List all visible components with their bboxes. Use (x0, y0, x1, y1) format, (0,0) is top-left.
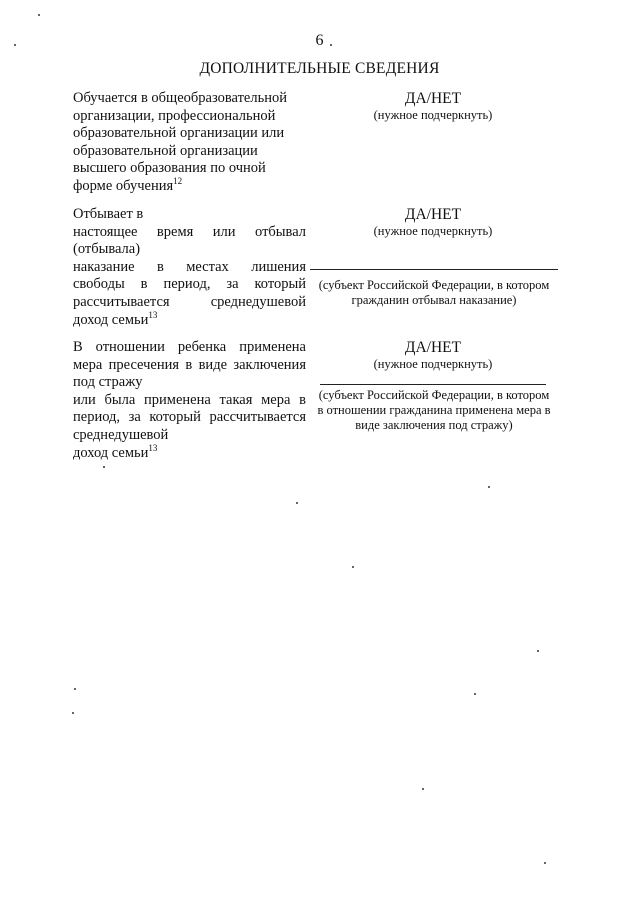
question-line-text: форме обучения (73, 177, 174, 194)
region-note (310, 278, 558, 308)
scan-speck (74, 688, 76, 690)
page-number: 6 (315, 32, 324, 49)
question-line: организации, профессиональной (73, 107, 276, 124)
region-fill-line[interactable] (310, 269, 558, 270)
underline-hint: (нужное подчеркнуть) (373, 108, 493, 122)
footnote-ref: 13 (148, 442, 158, 453)
yes-no-option[interactable]: ДА/НЕТ (404, 90, 462, 107)
question-line: Отбывает в (73, 206, 144, 222)
scan-speck (352, 566, 354, 568)
question-line: образовательной организации или (73, 125, 285, 142)
question-line: образовательной организации (73, 142, 258, 159)
footnote-ref: 12 (173, 175, 183, 186)
scan-speck (38, 14, 40, 16)
answer-studying (308, 90, 558, 123)
page-title: ДОПОЛНИТЕЛЬНЫЕ СВЕДЕНИЯ (199, 60, 440, 77)
region-note-line: виде заключения под стражу) (355, 418, 513, 432)
scan-speck (330, 44, 332, 46)
region-note-line: (субъект Российской Федерации, в котором (318, 388, 550, 402)
yes-no-option[interactable]: ДА/НЕТ (404, 339, 462, 356)
scan-speck (544, 862, 546, 864)
region-fill-line[interactable] (320, 384, 546, 385)
question-line (73, 442, 306, 463)
scan-speck (422, 788, 424, 790)
scan-speck (474, 693, 476, 695)
region-note-line: в отношении гражданина применена мера в (317, 403, 551, 417)
question-line: В отношении ребенка применена (73, 339, 306, 355)
question-line: наказание в местах лишения (73, 258, 306, 275)
question-serving-sentence (73, 206, 306, 329)
question-line: настоящее время или отбывал (73, 223, 306, 240)
question-line: под стражу (73, 374, 143, 391)
question-line-text: доход семьи (73, 311, 149, 328)
scan-speck (537, 650, 539, 652)
question-line: период, за который рассчитывается (73, 409, 306, 426)
scan-speck (296, 502, 298, 504)
question-line: среднедушевой (73, 426, 169, 443)
underline-hint: (нужное подчеркнуть) (373, 357, 493, 371)
question-line (73, 175, 306, 196)
question-line: (отбывала) (73, 241, 141, 258)
answer-custody (308, 339, 558, 372)
region-note-line: (субъект Российской Федерации, в котором (318, 278, 550, 292)
question-line: свободы в период, за который (73, 276, 306, 293)
question-line: или была применена такая мера в (73, 391, 306, 408)
scan-speck (72, 712, 74, 714)
region-note (308, 388, 560, 433)
answer-serving-sentence (308, 206, 558, 239)
question-line: высшего образования по очной (73, 160, 266, 177)
footnote-ref: 13 (148, 309, 158, 320)
underline-hint: (нужное подчеркнуть) (373, 224, 493, 238)
question-line: мера пресечения в виде заключения (73, 356, 306, 373)
region-note-line: гражданин отбывал наказание) (351, 293, 517, 307)
scan-speck (103, 466, 105, 468)
scan-speck (488, 486, 490, 488)
question-line (73, 309, 306, 330)
question-line-text: доход семьи (73, 444, 149, 461)
scan-speck (14, 44, 16, 46)
question-custody (73, 339, 306, 462)
question-line: рассчитывается среднедушевой (73, 293, 306, 310)
question-studying (73, 90, 306, 196)
yes-no-option[interactable]: ДА/НЕТ (404, 206, 462, 223)
question-line: Обучается в общеобразовательной (73, 90, 287, 106)
